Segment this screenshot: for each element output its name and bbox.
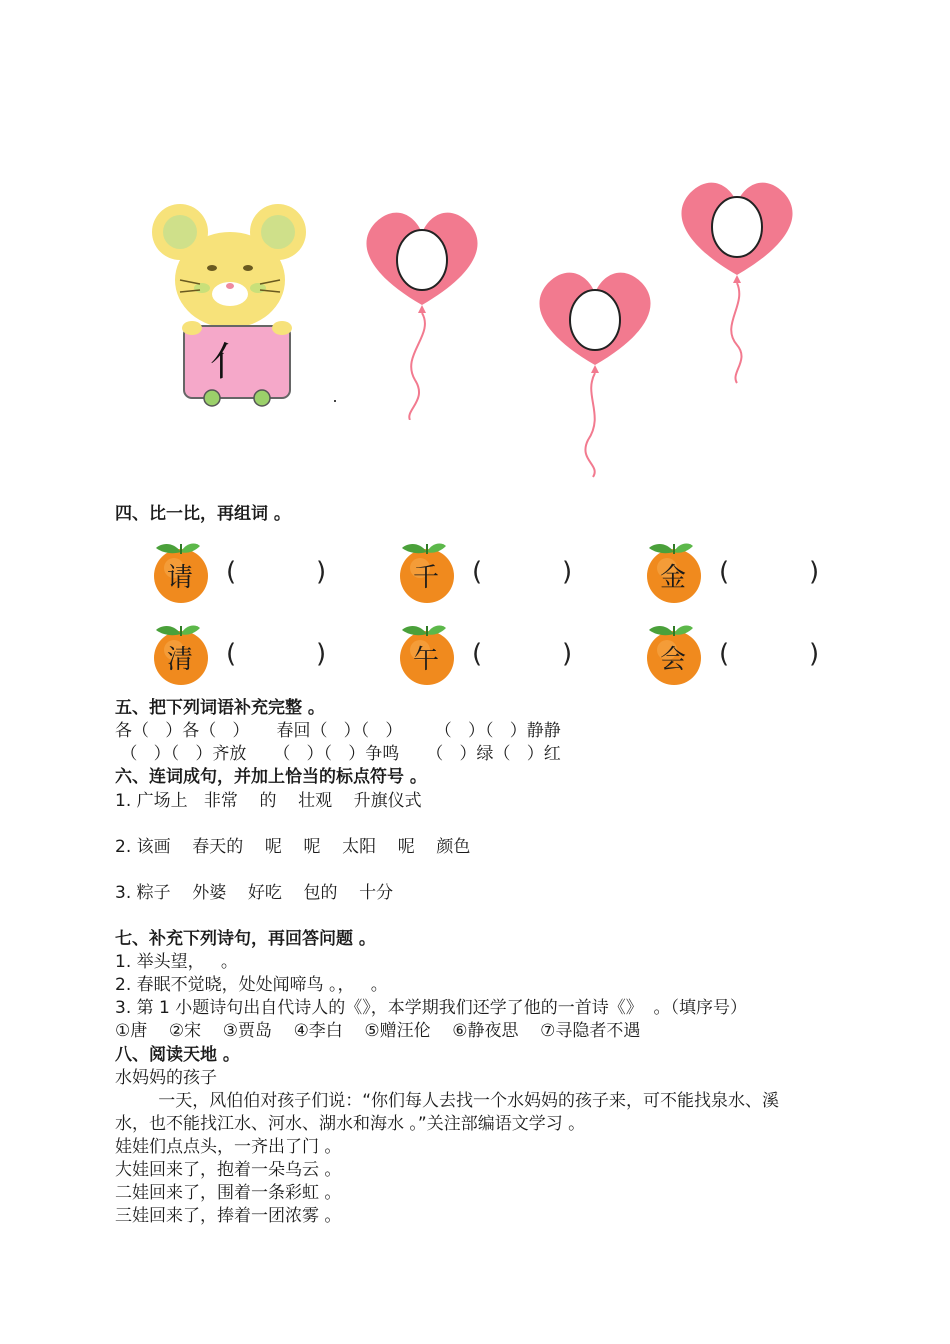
- orange-item: [152, 620, 342, 690]
- section4-heading: 四、比一比，再组词 。: [115, 504, 291, 524]
- answer-open-paren: (: [719, 557, 730, 587]
- mouse-illustration: [140, 200, 330, 415]
- section5-line-2: （ ）（ ）齐放 （ ）（ ）争鸣 （ ）绿（ ）红: [115, 744, 561, 764]
- answer-close-paren: ): [562, 639, 573, 669]
- story-line-5: 二娃回来了，围着一条彩虹 。: [115, 1183, 342, 1203]
- orange-item: [645, 620, 835, 690]
- orange-item: [152, 538, 342, 608]
- balloon-2-circle: [570, 290, 620, 350]
- balloon-3: [675, 175, 800, 390]
- balloon-3-circle: [712, 197, 762, 257]
- story-line-4: 大娃回来了，抱着一朵乌云 。: [115, 1160, 342, 1180]
- section7-heading: 七、补充下列诗句，再回答问题 。: [115, 929, 376, 949]
- section7-options: ①唐 ②宋 ③贾岛 ④李白 ⑤赠汪伦 ⑥静夜思 ⑦寻隐者不遇: [115, 1021, 641, 1041]
- section7-line-2: 2. 春眠不觉晓，处处闻啼鸟 。， 。: [115, 975, 388, 995]
- mouse-head: [175, 232, 285, 328]
- story-line-1: 一天，风伯伯对孩子们说：“你们每人去找一个水妈妈的孩子来，可不能找泉水、溪: [115, 1091, 780, 1111]
- section6-line-2: 2. 该画 春天的 呢 呢 太阳 呢 颜色: [115, 837, 471, 857]
- section8-heading: 八、阅读天地 。: [115, 1045, 240, 1065]
- orange-char: 午: [413, 645, 440, 675]
- answer-close-paren: ): [809, 557, 820, 587]
- story-title: 水妈妈的孩子: [115, 1068, 217, 1088]
- balloon-2: [533, 265, 658, 480]
- orange-char: 清: [167, 645, 194, 675]
- section5-line-1: 各（ ）各（ ） 春回（ ）（ ） （ ）（ ）静静: [115, 721, 561, 741]
- orange-item: [398, 538, 588, 608]
- balloon-1: [360, 205, 485, 420]
- answer-open-paren: (: [226, 557, 237, 587]
- section6-heading: 六、连词成句，并加上恰当的标点符号 。: [115, 767, 427, 787]
- section6-line-3: 3. 粽子 外婆 好吃 包的 十分: [115, 883, 394, 903]
- dot-mark: [334, 400, 336, 402]
- section7-line-3: 3. 第 1 小题诗句出自代诗人的《》，本学期我们还学了他的一首诗《》 。（填序号）: [115, 998, 748, 1018]
- orange-item: [398, 620, 588, 690]
- answer-open-paren: (: [472, 557, 483, 587]
- answer-open-paren: (: [472, 639, 483, 669]
- answer-close-paren: ): [562, 557, 573, 587]
- section7-line-1: 1. 举头望， 。: [115, 952, 238, 972]
- orange-char: 金: [660, 563, 687, 593]
- section5-heading: 五、把下列词语补充完整 。: [115, 698, 325, 718]
- answer-close-paren: ): [809, 639, 820, 669]
- story-line-2: 水，也不能找江水、河水、湖水和海水 。”关注部编语文学习 。: [115, 1114, 586, 1134]
- answer-close-paren: ): [316, 639, 327, 669]
- mouse-sign-char: 亻: [210, 339, 250, 385]
- orange-char: 千: [413, 563, 440, 593]
- story-line-3: 娃娃们点点头，一齐出了门 。: [115, 1137, 342, 1157]
- answer-close-paren: ): [316, 557, 327, 587]
- story-line-6: 三娃回来了，捧着一团浓雾 。: [115, 1206, 342, 1226]
- answer-open-paren: (: [226, 639, 237, 669]
- answer-open-paren: (: [719, 639, 730, 669]
- orange-char: 请: [167, 563, 194, 593]
- orange-char: 会: [660, 645, 687, 675]
- section6-line-1: 1. 广场上 非常 的 壮观 升旗仪式: [115, 791, 422, 811]
- orange-item: [645, 538, 835, 608]
- balloon-1-circle: [397, 230, 447, 290]
